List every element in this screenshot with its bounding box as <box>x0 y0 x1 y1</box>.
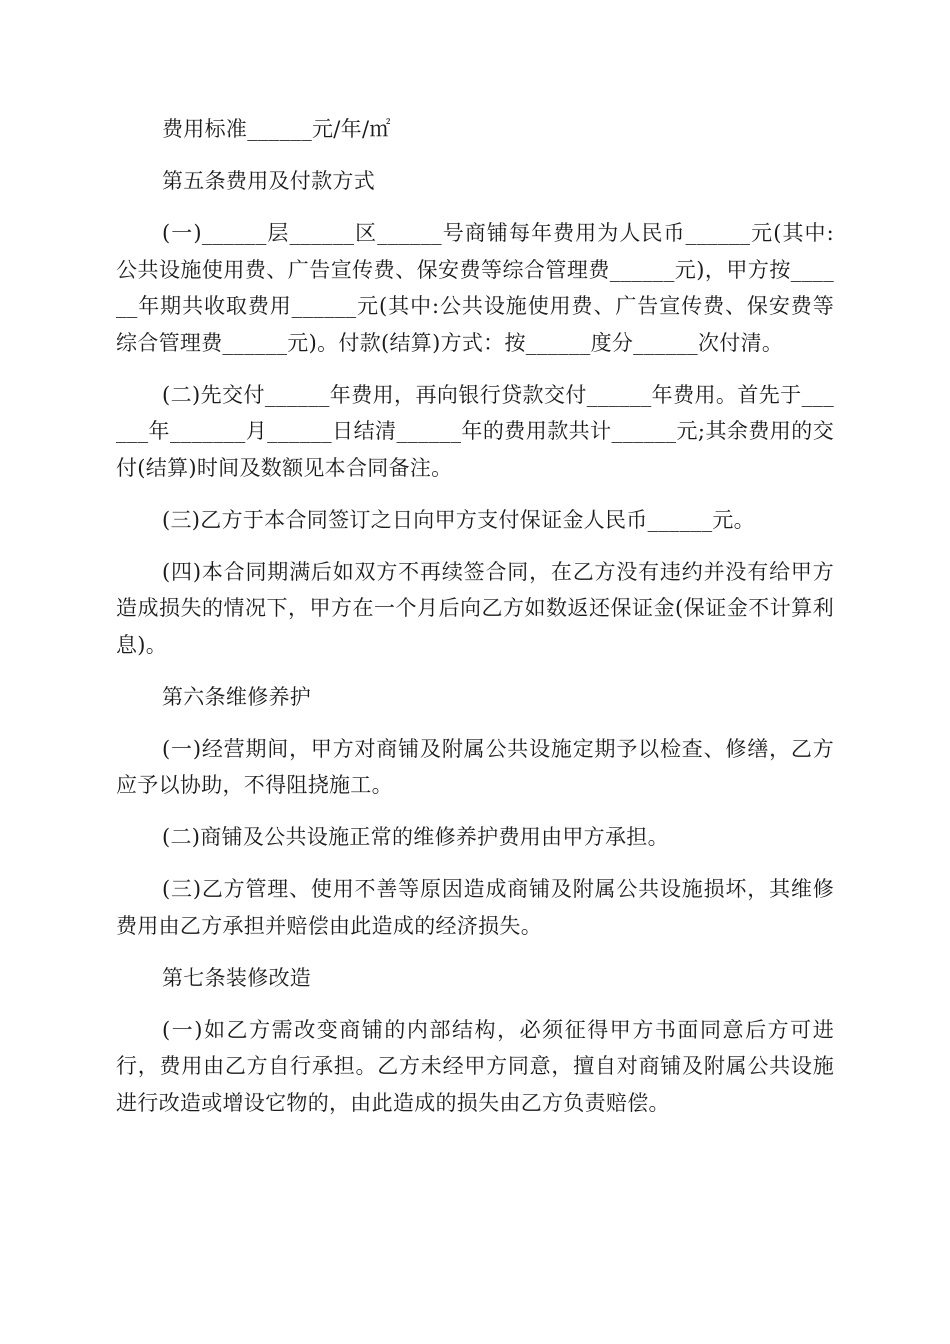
article-5-clause-4: (四)本合同期满后如双方不再续签合同，在乙方没有违约并没有给甲方造成损失的情况下，甲方在一个月后向乙方如数返还保证金(保证金不计算利息)。 <box>116 559 834 657</box>
article-6-heading: 第六条维修养护 <box>162 684 312 709</box>
article-5-clause-1: (一)______层______区______号商铺每年费用为人民币______元(其中:公共设施使用费、广告宣传费、保安费等综合管理费______元)，甲方按______年期共收取费用______元(其中:公共设施使用费、广告宣传费、保安费等综合管理费______元)。付款(结算)方式：按______度分______次付清。 <box>116 221 834 355</box>
fee-standard-line: 费用标准______元/年/㎡ <box>162 117 391 141</box>
article-6-clause-3: (三)乙方管理、使用不善等原因造成商铺及附属公共设施损坏，其维修费用由乙方承担并赔偿由此造成的经济损失。 <box>116 877 834 938</box>
article-5-clause-2: (二)先交付______年费用，再向银行贷款交付______年费用。首先于______年_______月______日结清______年的费用款共计______元;其余费用的交付(结算)时间及数额见本合同备注。 <box>116 382 834 480</box>
article-7-heading: 第七条装修改造 <box>162 965 312 990</box>
article-6-clause-1: (一)经营期间，甲方对商铺及附属公共设施定期予以检查、修缮，乙方应予以协助，不得阻挠施工。 <box>116 736 834 797</box>
article-6-clause-2: (二)商铺及公共设施正常的维修养护费用由甲方承担。 <box>162 825 669 849</box>
article-5-heading: 第五条费用及付款方式 <box>162 169 375 193</box>
document-body <box>116 111 834 1137</box>
article-7-clause-1: (一)如乙方需改变商铺的内部结构，必须征得甲方书面同意后方可进行，费用由乙方自行承担。乙方未经甲方同意，擅自对商铺及附属公共设施进行改造或增设它物的，由此造成的损失由乙方负责赔偿。 <box>116 1017 834 1115</box>
article-5-clause-3: (三)乙方于本合同签订之日向甲方支付保证金人民币______元。 <box>162 507 755 532</box>
